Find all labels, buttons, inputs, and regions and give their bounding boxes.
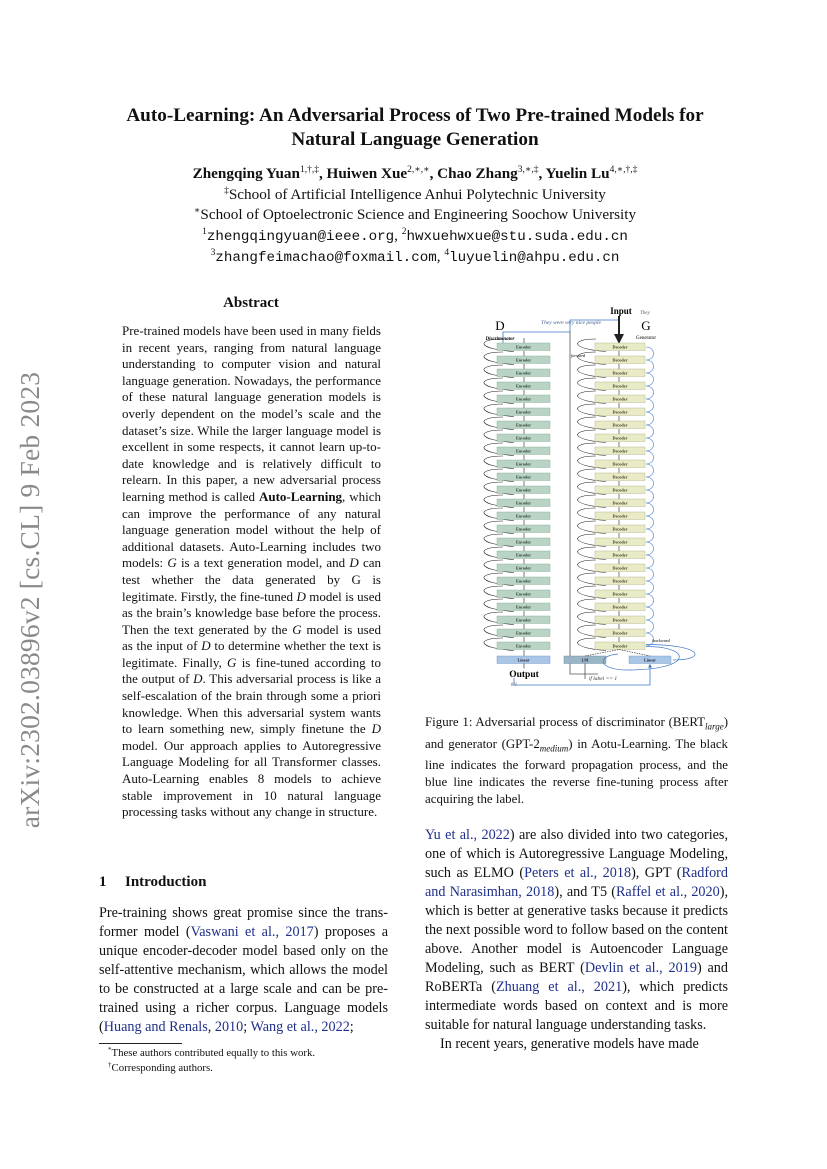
svg-text:Decoder: Decoder [612, 591, 628, 597]
affiliation-mark: ‡ [224, 185, 229, 196]
svg-text:Encoder: Encoder [515, 487, 532, 493]
author-name: Huiwen Xue [326, 165, 408, 182]
body-text: ) proposes a unique encoder-decoder model based only on the self-attentive mechanism, which allows the model to be constructed at a large scale and can be pretrained using a richer corpus. Language models ( [99, 924, 389, 1035]
svg-text:Encoder: Encoder [515, 370, 532, 376]
math-var: D [201, 638, 211, 654]
backward-label: backward [652, 638, 670, 643]
svg-text:Decoder: Decoder [612, 435, 628, 441]
svg-text:Decoder: Decoder [612, 357, 628, 363]
body-text: ), GPT ( [631, 865, 682, 881]
author-names: Zhengqing Yuan$^{1,\dagger,\ddagger}$, Huiwen Xue$^{2,∗,∗}$, Chao Zhang$^{3,∗,\ddagger}$, Yuelin $Lu^{4,∗,\dagger,\ddagger}$ [192, 165, 638, 182]
svg-text:Decoder: Decoder [612, 630, 628, 636]
output-label: Output [509, 670, 539, 680]
citation-link[interactable]: Yu et al., 2022 [425, 827, 510, 843]
svg-text:Decoder: Decoder [612, 370, 628, 376]
generated-text: They were very nice people [541, 320, 601, 326]
label-d-sub: Discriminator [485, 337, 515, 342]
math-var: D [349, 555, 359, 571]
citation-link[interactable]: Devlin et al., 2019 [584, 960, 697, 976]
caption-text: ) in Aotu-Learning. The black line indicates the forward propagation process, and the blue line indicates the reverse fine-tuning process after acquiring the label. [425, 736, 728, 807]
paragraph: In recent years, generative models have made [440, 1036, 699, 1052]
svg-text:Encoder: Encoder [515, 539, 532, 545]
svg-text:Encoder: Encoder [515, 435, 532, 441]
encoder-stack [484, 338, 550, 651]
svg-text:Decoder: Decoder [612, 604, 628, 610]
abstract-text: can test whether the data generated by G is legitimate. Firstly, the fine-tuned [122, 555, 381, 604]
svg-text:Decoder: Decoder [612, 487, 628, 493]
email-mark: 3 [210, 248, 216, 258]
citation-link[interactable]: Raffel et al., 2020 [615, 884, 720, 900]
email-mark: 2 [401, 226, 407, 237]
caption-text: Figure 1: Adversarial process of discriminator (BERT [425, 715, 706, 729]
output-value: 0/1 [510, 683, 518, 688]
svg-text:Encoder: Encoder [515, 513, 532, 519]
citation-link[interactable]: Radford and Narasimhan, 2018 [425, 865, 728, 900]
svg-text:Encoder: Encoder [515, 604, 532, 610]
footnote-mark: * [108, 1046, 112, 1054]
svg-text:Decoder: Decoder [612, 383, 628, 389]
svg-text:Encoder: Encoder [515, 383, 532, 389]
svg-text:Encoder: Encoder [515, 552, 532, 558]
svg-text:Linear: Linear [643, 657, 657, 663]
svg-text:Decoder: Decoder [612, 643, 628, 649]
citation-link[interactable]: Zhuang et al., 2021 [495, 979, 623, 995]
input-label: Input [610, 306, 632, 316]
condition-label: if label == 1 [588, 676, 618, 682]
svg-text:Encoder: Encoder [515, 500, 532, 506]
body-text: ; [243, 1019, 251, 1035]
section-number: 1 [99, 874, 107, 890]
abstract-text: Pre-trained models have been used in many fields in recent years, ranging from natural language understanding to computer vision and natural language generation. Nowadays, the performance of these natural language generation models is overly dependent on the model’s scale and the dataset’s size. While the larger language model is excellent in some respects, it cannot learn up-to-date knowledge and is relatively difficult to relearn. In this paper, a new adversarial process learning method is called [122, 323, 381, 504]
abstract-text: to determine whether the text is legitimate. Finally, [122, 638, 381, 670]
svg-text:Decoder: Decoder [612, 513, 628, 519]
author-block [100, 164, 730, 269]
abstract-text: , which can improve the performance of any natural language generation model without the help of additional datasets. Auto-Learning includes two models: [122, 488, 381, 571]
svg-text:Encoder: Encoder [515, 357, 532, 363]
svg-text:Decoder: Decoder [612, 344, 628, 350]
affiliation-mark: ∗ [193, 206, 201, 216]
svg-text:Decoder: Decoder [612, 461, 628, 467]
email-line: $^1$zhengqingyuan@ieee.org, $^2$hwxuehwxue@stu.suda.edu.cn [202, 226, 628, 245]
math-var: D [296, 588, 306, 604]
math-var: G [227, 654, 237, 670]
decoder-stack [578, 338, 654, 651]
svg-text:Decoder: Decoder [612, 474, 628, 480]
citation-link[interactable]: Peters et al., 2018 [524, 865, 632, 881]
introduction-paragraph [99, 904, 388, 1037]
caption-subscript: medium [539, 743, 569, 754]
svg-text:Decoder: Decoder [612, 396, 628, 402]
svg-text:LM: LM [581, 657, 589, 663]
author-marks: 3,∗,‡ [517, 165, 539, 175]
caption-text: ) and generator (GPT-2 [425, 715, 728, 751]
body-text: ), and T5 ( [554, 884, 616, 900]
body-text: ) are also divided into two categories, one of which is Autoregressive Language Modeling, such as ELMO ( [425, 827, 728, 881]
citation-link[interactable]: 2010 [214, 1019, 244, 1035]
svg-text:Linear: Linear [517, 657, 530, 663]
email-link[interactable]: hwxuehwxue@stu.suda.edu.cn [406, 228, 628, 245]
forward-label: forward [570, 353, 586, 358]
author-marks: 4,∗,†,‡ [609, 165, 638, 175]
svg-text:Encoder: Encoder [515, 617, 532, 623]
email-link[interactable]: zhangfeimachao@foxmail.com [215, 250, 437, 266]
footnote-text: These authors contributed equally to this work. [111, 1047, 316, 1059]
body-text: ), which predicts intermediate words based on context and is more suitable for natural language understanding tasks. [425, 979, 728, 1033]
footnote [108, 1061, 315, 1076]
title-line-1: Auto-Learning: An Adversarial Process of Two Pre-trained Models for [126, 105, 704, 126]
svg-text:Decoder: Decoder [612, 617, 628, 623]
svg-text:Encoder: Encoder [515, 578, 532, 584]
affiliation [100, 185, 730, 206]
svg-text:Encoder: Encoder [515, 643, 532, 649]
citation-link[interactable]: Huang and Renals [103, 1019, 208, 1035]
body-text: ), which is better at generative tasks because it predicts the next possible word to follow based on the content above. Another model is Autoencoder Language Modeling, such as BERT ( [425, 884, 729, 976]
section-title: Introduction [125, 874, 207, 890]
arxiv-stamp: arXiv:2302.03896v2 [cs.CL] 9 Feb 2023 [14, 371, 45, 829]
abstract-text: is fine-tuned according to the output of [122, 654, 381, 687]
footnote-text: Corresponding authors. [111, 1062, 213, 1074]
math-var: D [371, 721, 381, 737]
svg-text:Decoder: Decoder [612, 552, 628, 558]
body-text: ; [349, 1019, 354, 1035]
author-name: Zhengqing Yuan [192, 165, 300, 182]
title-line-2: Natural Language Generation [291, 129, 539, 150]
affiliation-text: School of Artificial Intelligence Anhui Polytechnic University [228, 185, 606, 203]
input-example: They [640, 311, 650, 316]
email-mark: 1 [202, 226, 207, 237]
email-link[interactable]: zhengqingyuan@ieee.org [206, 228, 395, 245]
svg-text:Encoder: Encoder [515, 565, 532, 571]
label-g: G [641, 318, 651, 333]
footnote-divider [99, 1043, 182, 1044]
svg-text:Encoder: Encoder [515, 474, 532, 480]
svg-text:Decoder: Decoder [612, 539, 628, 545]
svg-text:Encoder: Encoder [515, 409, 532, 415]
footnotes [108, 1046, 315, 1076]
svg-text:Decoder: Decoder [612, 578, 628, 584]
label-d: D [495, 318, 505, 333]
abstract-text: is a text generation model, and [176, 555, 350, 571]
abstract-text: . This adversarial process is like a self-escalation of the brain through some a priori knowledge. When this adversarial system wants to learn something new, simply finetune the [122, 671, 381, 737]
svg-text:Decoder: Decoder [612, 526, 628, 532]
figure-1-caption [425, 714, 728, 808]
body-text: ) and RoBERTa ( [425, 960, 728, 995]
svg-text:Decoder: Decoder [612, 409, 628, 415]
svg-text:Encoder: Encoder [515, 344, 532, 350]
body-text: Pre-training shows great promise since the transformer model ( [99, 905, 388, 940]
abstract-text: model. Our approach applies to Autoregressive Language Modeling for all Transformer classes. Auto-Learning enables 8 models to achieve stable improvement in 10 natural language processing tasks without any change in structure. [122, 737, 381, 820]
citation-link[interactable]: Wang et al., 2022 [250, 1019, 350, 1035]
figure-1-diagram [478, 302, 723, 690]
svg-text:Encoder: Encoder [515, 591, 532, 597]
svg-text:Encoder: Encoder [515, 396, 532, 402]
svg-text:Decoder: Decoder [612, 422, 628, 428]
right-column-text [425, 826, 728, 1054]
caption-subscript: large [705, 721, 724, 732]
paper-title [100, 104, 730, 152]
adversarial-process-diagram [478, 302, 723, 690]
footnote-mark: † [108, 1061, 112, 1069]
email-mark: 4 [444, 248, 450, 258]
author-marks: 2,∗,∗ [407, 165, 430, 175]
affiliation-text: School of Optoelectronic Science and Engineering Soochow University [200, 206, 637, 223]
author-marks: 1,†,‡ [299, 165, 319, 175]
paragraph [425, 826, 728, 1035]
math-var: D [193, 671, 203, 687]
abstract-body [122, 323, 381, 821]
math-var: G [167, 555, 177, 571]
svg-text:Decoder: Decoder [612, 448, 628, 454]
svg-text:Encoder: Encoder [515, 526, 532, 532]
email-line: $^3$zhangfeimachao@foxmail.com, $^4$luyuelin@ahpu.edu.cn [210, 248, 620, 266]
footnote [108, 1046, 315, 1061]
abstract-text: model is used as the input of [122, 621, 381, 654]
abstract-text: model is used as the brain’s knowledge base before the process. Then the text generated by the [122, 588, 381, 637]
math-var: G [292, 621, 302, 637]
author-name: Yuelin Lu [545, 165, 610, 182]
svg-text:Decoder: Decoder [612, 565, 628, 571]
svg-text:Encoder: Encoder [515, 461, 532, 467]
svg-text:Encoder: Encoder [515, 422, 532, 428]
citation-link[interactable]: Vaswani et al., 2017 [190, 924, 314, 940]
affiliation [100, 205, 730, 226]
abstract-heading: Abstract [223, 295, 279, 311]
label-g-sub: Generator [636, 336, 656, 341]
section-heading-introduction [99, 874, 206, 891]
svg-text:Encoder: Encoder [515, 630, 532, 636]
body-text: , [207, 1019, 215, 1035]
abstract-term: Auto-Learning [258, 488, 343, 504]
svg-text:Decoder: Decoder [612, 500, 628, 506]
author-name: Chao Zhang [437, 165, 518, 182]
email-link[interactable]: luyuelin@ahpu.edu.cn [449, 250, 620, 266]
svg-text:Encoder: Encoder [515, 448, 532, 454]
